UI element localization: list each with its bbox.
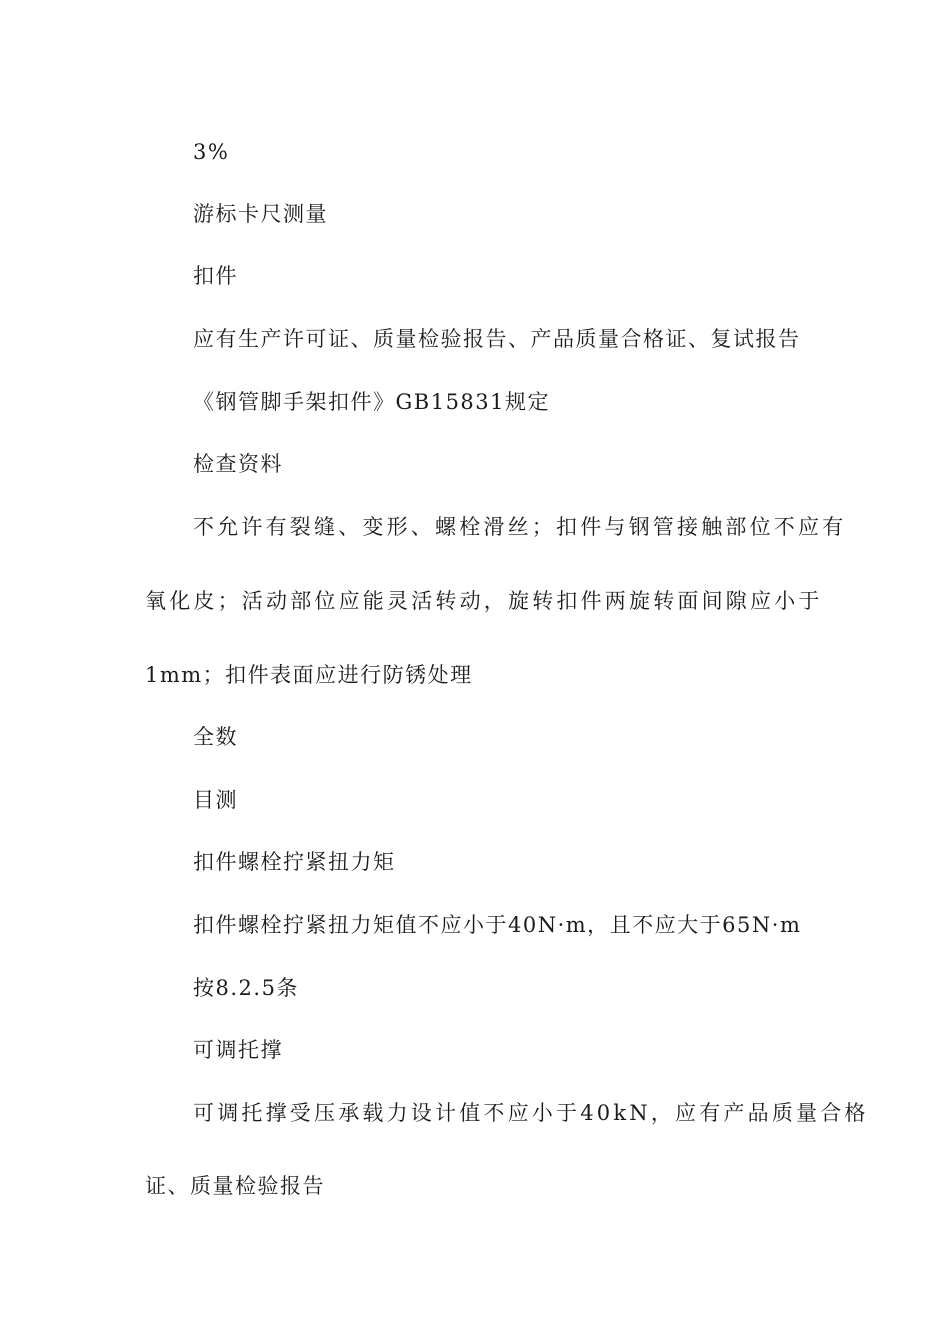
- text-line-2: 游标卡尺测量: [193, 202, 328, 226]
- text-line-16: 可调托撑受压承载力设计值不应小于40kN，应有产品质量合格: [193, 1101, 869, 1125]
- text-line-7: 不允许有裂缝、变形、螺栓滑丝；扣件与钢管接触部位不应有: [193, 515, 847, 539]
- text-line-10: 全数: [193, 725, 238, 749]
- text-line-6: 检查资料: [193, 452, 283, 476]
- text-line-1: 3%: [193, 140, 230, 164]
- text-line-11: 目测: [193, 788, 238, 812]
- text-line-9: 1mm；扣件表面应进行防锈处理: [145, 663, 473, 687]
- text-line-13: 扣件螺栓拧紧扭力矩值不应小于40N·m，且不应大于65N·m: [193, 913, 802, 937]
- text-line-17: 证、质量检验报告: [145, 1174, 325, 1198]
- text-line-5: 《钢管脚手架扣件》GB15831规定: [193, 390, 551, 414]
- text-line-15: 可调托撑: [193, 1038, 283, 1062]
- text-line-3: 扣件: [193, 264, 238, 288]
- text-line-8: 氧化皮；活动部位应能灵活转动，旋转扣件两旋转面间隙应小于: [145, 589, 823, 613]
- text-line-14: 按8.2.5条: [193, 976, 299, 1000]
- text-line-12: 扣件螺栓拧紧扭力矩: [193, 850, 396, 874]
- text-line-4: 应有生产许可证、质量检验报告、产品质量合格证、复试报告: [193, 327, 801, 351]
